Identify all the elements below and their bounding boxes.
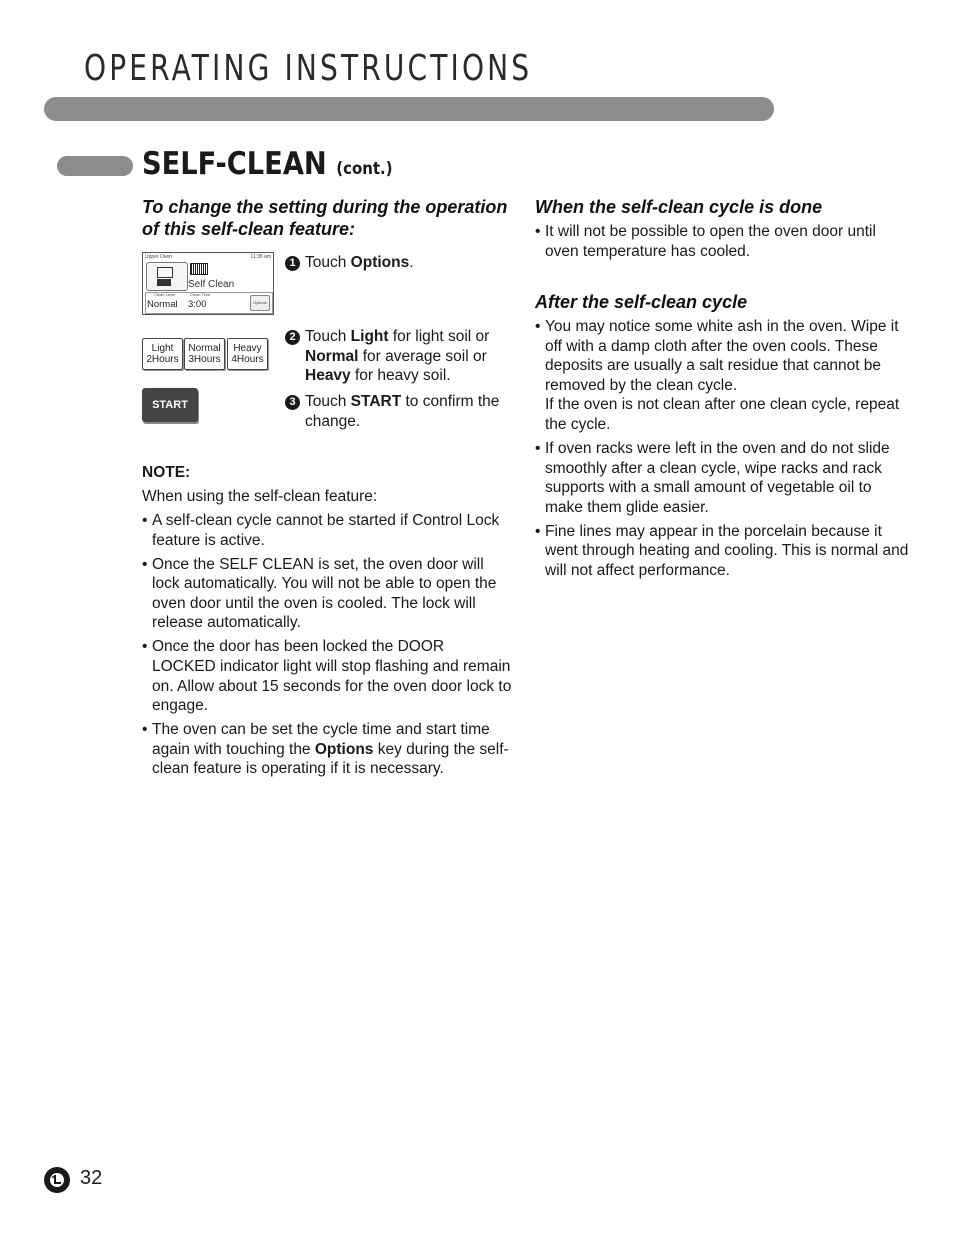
- list-item: • A self-clean cycle cannot be started if Control Lock feature is active.: [142, 511, 512, 550]
- step-1-text: Touch: [305, 254, 351, 271]
- step-2-text-2: for average soil or: [358, 347, 487, 365]
- cycle-done-list: [535, 222, 910, 266]
- step-2-text: Touch: [305, 328, 351, 345]
- step-2-heavy: Heavy: [305, 367, 351, 385]
- step-2-normal: Normal: [305, 347, 359, 365]
- note-label: NOTE:: [142, 464, 191, 481]
- clean-level-label: Clean Level: [154, 292, 176, 297]
- step-3-end: to confirm the: [401, 393, 500, 410]
- header-bar: [44, 97, 774, 121]
- soil-button-hours: 4Hours: [231, 354, 264, 365]
- step-number-2: 2: [285, 330, 300, 345]
- step-3: [285, 392, 510, 431]
- light-soil-button[interactable]: [142, 338, 183, 370]
- step-1-options: Options: [350, 254, 410, 271]
- start-button[interactable]: START: [142, 388, 198, 422]
- list-item: • Once the SELF CLEAN is set, the oven door will lock automatically. You will not be able to open the oven door until the oven is cooled. The lock will release automatically.: [142, 555, 512, 633]
- clean-time-value: 3:00: [188, 299, 207, 310]
- self-clean-mode: Self Clean: [188, 279, 235, 290]
- soil-button-label: Heavy: [233, 343, 262, 354]
- soil-button-label: Normal: [188, 343, 221, 354]
- lg-logo-icon: [44, 1167, 70, 1193]
- step-2-light: Light: [350, 328, 389, 345]
- clean-settings-row: [145, 292, 273, 314]
- list-item: • Fine lines may appear in the porcelain because it went through heating and cooling. This is normal and will not affect performance.: [535, 522, 910, 581]
- section-title-text: SELF-CLEAN: [142, 146, 327, 182]
- step-number-3: 3: [285, 395, 300, 410]
- note-intro: When using the self-clean feature:: [142, 488, 378, 505]
- oven-icon: [146, 262, 188, 291]
- step-3-start: START: [350, 393, 402, 410]
- page-header-title: OPERATING INSTRUCTIONS: [84, 48, 533, 89]
- note-bullet-list: [142, 511, 512, 783]
- step-1-end: .: [409, 254, 414, 271]
- step-3-text: Touch: [305, 393, 351, 410]
- note-last-text-end: key during the self-clean feature is operating if it is necessary.: [152, 740, 509, 778]
- list-item: • It will not be possible to open the oven door until oven temperature has cooled.: [535, 222, 910, 261]
- clean-time-label: Clean Time: [190, 292, 211, 297]
- control-panel-display: [142, 252, 274, 315]
- list-item: • If oven racks were left in the oven and do not slide smoothly after a clean cycle, wipe racks and rack supports with a small amount of vegetable oil to make them glide easier.: [535, 439, 910, 517]
- step-2-text-3: for heavy soil.: [350, 367, 451, 385]
- after-bullet-1-extra: If the oven is not clean after one clean cycle, repeat the cycle.: [545, 396, 900, 433]
- soil-button-hours: 2Hours: [146, 354, 179, 365]
- options-button[interactable]: Options: [250, 295, 270, 311]
- upper-oven-label: Upper Oven: [145, 254, 172, 260]
- list-item: [142, 720, 512, 779]
- soil-button-hours: 3Hours: [188, 354, 221, 365]
- step-3-line2: change.: [305, 412, 361, 430]
- clean-level-value: Normal: [147, 299, 178, 310]
- heat-element-icon: [190, 263, 208, 275]
- heavy-soil-button[interactable]: [227, 338, 268, 370]
- step-2-text-1: for light soil or: [388, 328, 490, 345]
- page-number: 32: [80, 1167, 103, 1189]
- list-item: [535, 317, 910, 435]
- step-1: [285, 253, 510, 273]
- after-cycle-list: [535, 317, 910, 585]
- clock-label: 11:35 am: [250, 254, 271, 260]
- step-number-1: 1: [285, 256, 300, 271]
- note-last-text: The oven can be set the cycle time and start time again with touching the: [152, 721, 490, 758]
- note-last-options: Options: [314, 740, 374, 758]
- list-item: • Once the door has been locked the DOOR LOCKED indicator light will stop flashing and remain on. Allow about 15 seconds for the oven door lock to engage.: [142, 637, 512, 715]
- section-pill: [57, 156, 133, 176]
- after-bullet-1-text: You may notice some white ash in the oven. Wipe it off with a damp cloth after the oven cools. These deposits are usually a salt residue that cannot be removed by the clean cycle.: [545, 318, 899, 394]
- section-title: [142, 146, 393, 182]
- normal-soil-button[interactable]: [184, 338, 225, 370]
- change-setting-heading: To change the setting during the operation of this self-clean feature:: [142, 197, 508, 239]
- step-2: [285, 327, 510, 386]
- after-cycle-heading: After the self-clean cycle: [535, 292, 748, 312]
- section-title-cont: (cont.): [336, 159, 393, 179]
- soil-button-label: Light: [151, 343, 174, 354]
- cycle-done-heading: When the self-clean cycle is done: [535, 197, 823, 217]
